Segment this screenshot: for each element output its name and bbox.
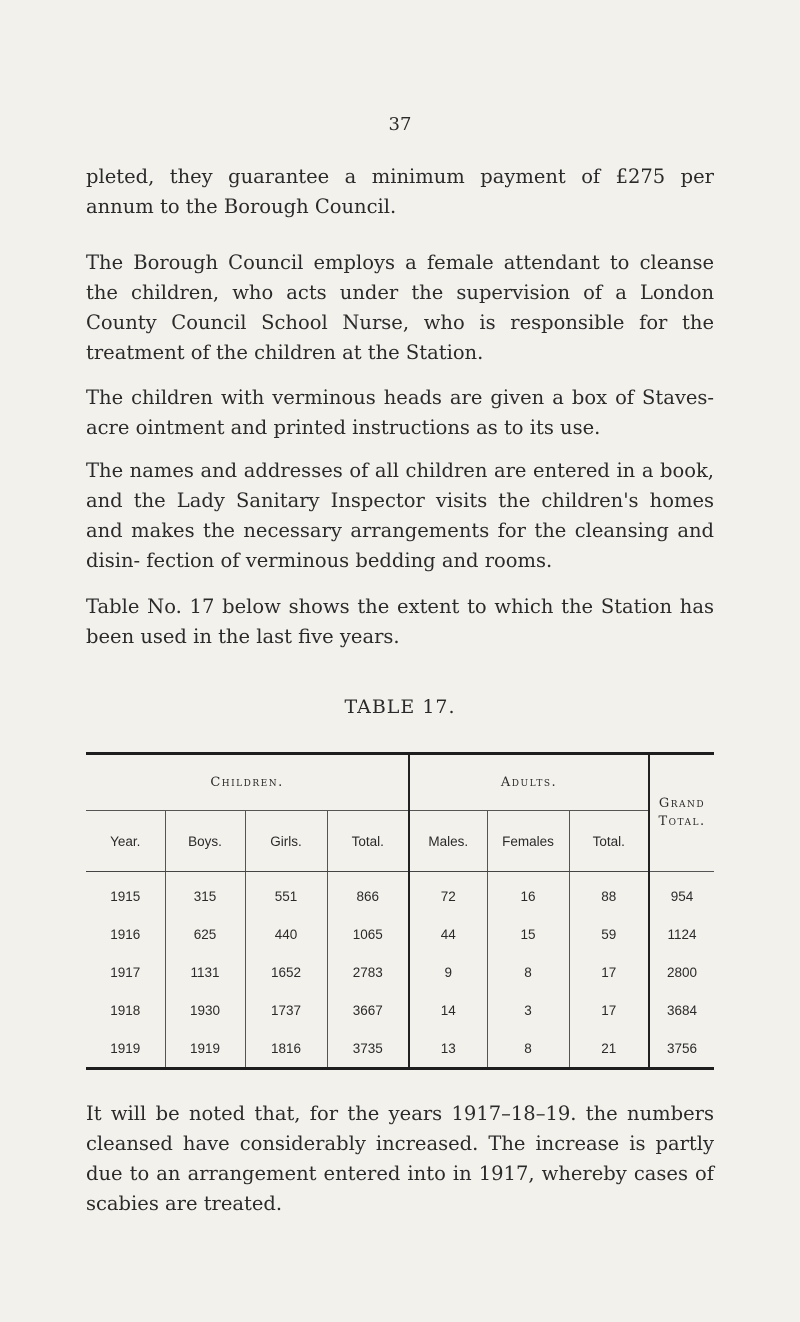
col-boys: Boys. bbox=[165, 811, 245, 872]
cell-adults-total: 59 bbox=[569, 915, 649, 953]
column-header-row bbox=[86, 811, 714, 872]
cell-children-total: 1065 bbox=[327, 915, 409, 953]
cell-grand-total: 1124 bbox=[649, 915, 714, 953]
grand-total-header: Grand Total. bbox=[649, 754, 714, 872]
cell-adults-total: 21 bbox=[569, 1029, 649, 1069]
col-girls: Girls. bbox=[245, 811, 327, 872]
cell-boys: 1930 bbox=[165, 991, 245, 1029]
cell-males: 13 bbox=[409, 1029, 487, 1069]
cell-females: 15 bbox=[487, 915, 569, 953]
cell-girls: 1652 bbox=[245, 953, 327, 991]
table-row bbox=[86, 991, 714, 1029]
cell-children-total: 866 bbox=[327, 872, 409, 916]
cell-males: 9 bbox=[409, 953, 487, 991]
children-group-header: Children. bbox=[86, 754, 409, 811]
cell-females: 3 bbox=[487, 991, 569, 1029]
cell-boys: 1131 bbox=[165, 953, 245, 991]
table-row bbox=[86, 1029, 714, 1069]
cell-adults-total: 88 bbox=[569, 872, 649, 916]
paragraph-attendant: The Borough Council employs a female attendant to cleanse the children, who acts under the supervision of a London County Council School Nurse, who is responsible for the treatment of the children at the Station. bbox=[86, 251, 714, 364]
cell-boys: 625 bbox=[165, 915, 245, 953]
col-males: Males. bbox=[409, 811, 487, 872]
cell-year: 1916 bbox=[110, 926, 141, 942]
paragraph-guarantee: pleted, they guarantee a minimum payment of £275 per annum to the Borough Council. bbox=[86, 165, 714, 218]
cell-year: 1919 bbox=[110, 1040, 141, 1056]
cell-females: 8 bbox=[487, 1029, 569, 1069]
cell-girls: 440 bbox=[245, 915, 327, 953]
station-usage-table bbox=[86, 752, 714, 1070]
cell-males: 14 bbox=[409, 991, 487, 1029]
cell-females: 16 bbox=[487, 872, 569, 916]
cell-children-total: 3735 bbox=[327, 1029, 409, 1069]
cell-girls: 551 bbox=[245, 872, 327, 916]
cell-children-total: 2783 bbox=[327, 953, 409, 991]
col-females: Females bbox=[487, 811, 569, 872]
cell-grand-total: 3756 bbox=[649, 1029, 714, 1069]
cell-adults-total: 17 bbox=[569, 991, 649, 1029]
col-adults-total: Total. bbox=[569, 811, 649, 872]
cell-females: 8 bbox=[487, 953, 569, 991]
cell-grand-total: 2800 bbox=[649, 953, 714, 991]
cell-year: 1915 bbox=[110, 888, 141, 904]
table-row bbox=[86, 872, 714, 916]
cell-girls: 1737 bbox=[245, 991, 327, 1029]
cell-males: 72 bbox=[409, 872, 487, 916]
cell-children-total: 3667 bbox=[327, 991, 409, 1029]
paragraph-inspector: The names and addresses of all children are entered in a book, and the Lady Sanitary Inspector visits the children's homes and makes the necessary arrangements for the cleansing and disin- fection of verminous bedding and rooms. bbox=[86, 459, 714, 572]
page-number: 37 bbox=[388, 114, 412, 135]
cell-girls: 1816 bbox=[245, 1029, 327, 1069]
paragraph-ointment: The children with verminous heads are given a box of Staves- acre ointment and printed instructions as to its use. bbox=[86, 386, 714, 439]
cell-year: 1918 bbox=[110, 1002, 141, 1018]
cell-year: 1917 bbox=[110, 964, 141, 980]
table-title: TABLE 17. bbox=[344, 696, 456, 718]
cell-boys: 1919 bbox=[165, 1029, 245, 1069]
cell-adults-total: 17 bbox=[569, 953, 649, 991]
col-year: Year. bbox=[86, 811, 165, 872]
cell-grand-total: 3684 bbox=[649, 991, 714, 1029]
cell-boys: 315 bbox=[165, 872, 245, 916]
col-children-total: Total. bbox=[327, 811, 409, 872]
cell-grand-total: 954 bbox=[649, 872, 714, 916]
paragraph-conclusion: It will be noted that, for the years 1917–18–19. the numbers cleansed have considerably increased. The increase is partly due to an arrangement entered into in 1917, whereby cases of scabies are treated. bbox=[86, 1102, 714, 1215]
paragraph-table-intro: Table No. 17 below shows the extent to which the Station has been used in the last five years. bbox=[86, 595, 714, 648]
group-header-row bbox=[86, 754, 714, 811]
adults-group-header: Adults. bbox=[409, 754, 649, 811]
table-row bbox=[86, 915, 714, 953]
table-row bbox=[86, 953, 714, 991]
cell-males: 44 bbox=[409, 915, 487, 953]
